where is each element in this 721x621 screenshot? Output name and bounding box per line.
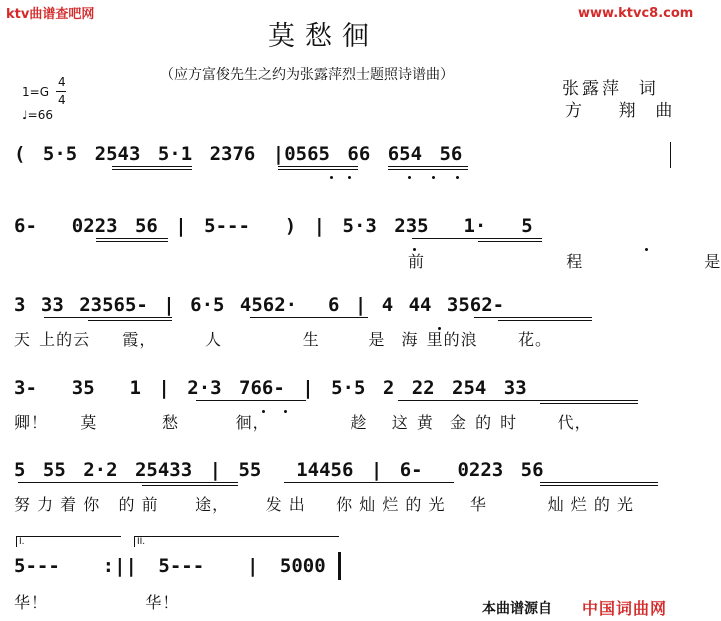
beam-underline xyxy=(278,169,358,170)
beam-underline xyxy=(388,169,468,170)
notation-row-4: 3- 35 1 | 2·3 766- | 5·5 2 22 254 33 xyxy=(14,377,527,399)
song-subtitle: （应方富俊先生之约为张露萍烈士题照诗谱曲） xyxy=(160,67,454,83)
beam-underline xyxy=(474,317,592,318)
beam-underline xyxy=(540,485,658,486)
volta-second-label: II. xyxy=(137,537,146,547)
watermark-left: ktv曲谱查吧网 xyxy=(6,7,95,22)
notation-row-5: 5 55 2·2 25433 | 55 14456 | 6- 0223 56 xyxy=(14,459,544,481)
lyrics-row-3: 天 上的云 霞， 人 生 是 海 里的浪 花。 xyxy=(14,330,553,349)
beam-underline xyxy=(44,317,172,318)
beam-underline xyxy=(142,485,238,486)
notation-row-2: 6- 0223 56 | 5--- ) | 5·3 235 1· 5 xyxy=(14,215,533,237)
beam-underline xyxy=(250,317,368,318)
volta-second-ending xyxy=(134,536,339,547)
tempo-marking: ♩=66 xyxy=(22,108,53,122)
beam-underline xyxy=(388,166,468,167)
watermark-right: www.ktvc8.com xyxy=(578,6,694,21)
time-sig-fraction-bar xyxy=(56,91,66,92)
low-octave-dot xyxy=(432,176,435,179)
key-signature: 1=G xyxy=(22,85,49,99)
beam-underline xyxy=(284,482,454,483)
notation-row-3: 3 33 23565- | 6·5 4562· 6 | 4 44 3562- xyxy=(14,294,505,316)
composer-credit: 方 翔 曲 xyxy=(565,101,676,121)
barline-row1-end xyxy=(670,142,671,168)
lyrics-row-4: 卿！ 莫 愁 徊， 趁 这 黄 金 的 时 代， xyxy=(14,413,592,432)
beam-underline xyxy=(498,320,592,321)
beam-underline xyxy=(88,320,172,321)
beam-underline xyxy=(96,241,168,242)
source-label: 本曲谱源自 xyxy=(482,601,552,617)
time-sig-denominator: 4 xyxy=(58,93,66,107)
beam-underline xyxy=(112,166,192,167)
beam-underline xyxy=(478,241,542,242)
low-octave-dot xyxy=(348,176,351,179)
volta-first-ending xyxy=(16,536,121,547)
beam-underline xyxy=(278,166,358,167)
low-octave-dot xyxy=(408,176,411,179)
beam-underline xyxy=(540,403,638,404)
notation-row-1: ( 5·5 2543 5·1 2376 |0565 66 654 56 xyxy=(14,143,463,165)
low-octave-dot xyxy=(330,176,333,179)
beam-underline xyxy=(112,169,192,170)
lyrics-row-6: 华！ 华！ xyxy=(14,593,180,612)
source-site-name[interactable]: 中国词曲网 xyxy=(582,599,668,618)
lyricist-credit: 张露萍 词 xyxy=(562,79,659,99)
lyrics-row-2: 前 程 是 xyxy=(408,252,721,271)
lyrics-row-5: 努 力 着 你 的 前 途， 发 出 你 灿 烂 的 光 华 灿 烂 的 光 xyxy=(14,495,634,514)
beam-underline xyxy=(96,238,168,239)
beam-underline xyxy=(398,400,638,401)
final-barline xyxy=(338,552,341,580)
beam-underline xyxy=(196,400,306,401)
volta-first-label: I. xyxy=(19,537,25,547)
low-octave-dot xyxy=(456,176,459,179)
beam-underline xyxy=(540,482,658,483)
notation-row-6: 5--- :|| 5--- | 5000 xyxy=(14,555,326,577)
song-title: 莫愁徊 xyxy=(268,21,379,52)
beam-underline xyxy=(18,482,238,483)
beam-underline xyxy=(412,238,542,239)
time-sig-numerator: 4 xyxy=(58,75,66,89)
